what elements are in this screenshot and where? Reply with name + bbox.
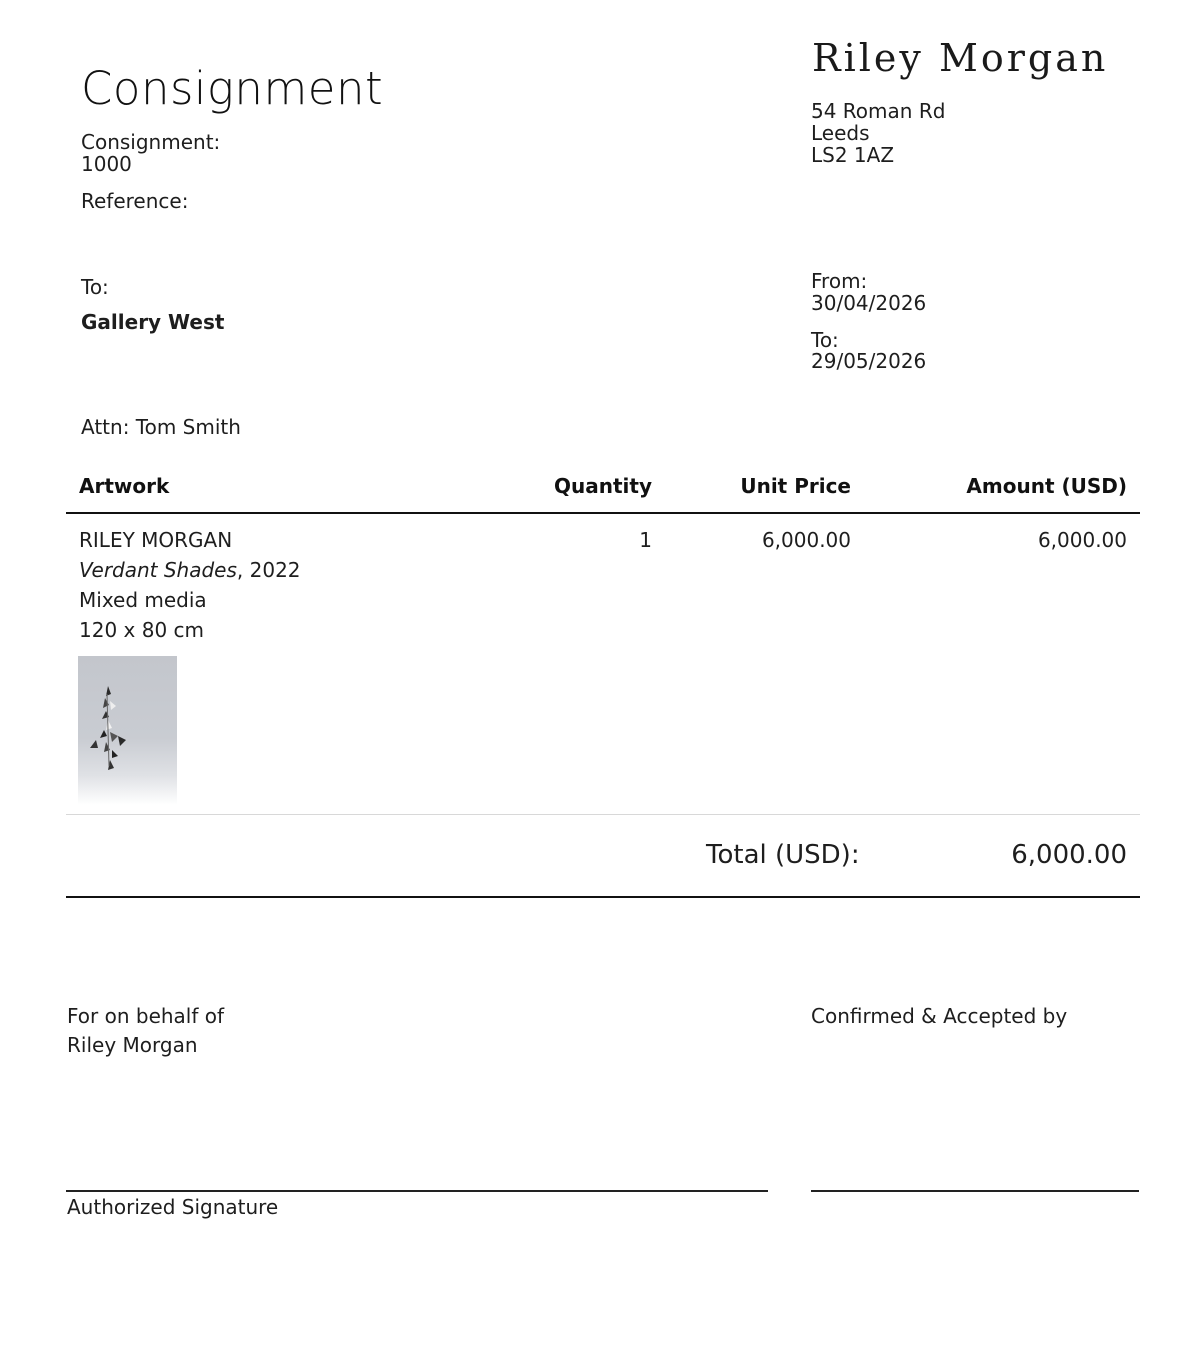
to-label: To: bbox=[81, 275, 109, 299]
table-row bbox=[79, 525, 499, 645]
artwork-title: Verdant Shades bbox=[79, 558, 237, 582]
recipient-name: Gallery West bbox=[81, 310, 225, 334]
from-date: 30/04/2026 bbox=[811, 291, 927, 315]
period-to-label: To: bbox=[811, 328, 839, 352]
brand-name: Riley Morgan bbox=[812, 36, 1109, 80]
table-header-rule bbox=[66, 512, 1140, 514]
artist-name: RILEY MORGAN bbox=[79, 528, 233, 552]
column-header-amount: Amount (USD) bbox=[966, 474, 1127, 498]
artwork-thumbnail bbox=[78, 656, 177, 805]
address-line-1: 54 Roman Rd bbox=[811, 99, 946, 123]
row-unit-price: 6,000.00 bbox=[761, 528, 851, 552]
artwork-image bbox=[78, 656, 177, 805]
signature-right-line-1: Confirmed & Accepted by bbox=[811, 1004, 1068, 1028]
signature-left-line-1: For on behalf of bbox=[67, 1004, 225, 1028]
signature-left-line-2: Riley Morgan bbox=[67, 1033, 198, 1057]
column-header-artwork: Artwork bbox=[79, 474, 170, 498]
to-date: 29/05/2026 bbox=[811, 349, 927, 373]
column-header-unit-price: Unit Price bbox=[740, 474, 851, 498]
signature-line-left bbox=[66, 1190, 768, 1192]
row-divider bbox=[66, 814, 1140, 815]
total-rule bbox=[66, 896, 1140, 898]
consignment-number: 1000 bbox=[81, 152, 132, 176]
artwork-dimensions: 120 x 80 cm bbox=[79, 618, 205, 642]
address-line-3: LS2 1AZ bbox=[811, 143, 895, 167]
document-title: Consignment bbox=[81, 62, 384, 115]
total-value: 6,000.00 bbox=[1011, 840, 1127, 870]
total-label: Total (USD): bbox=[706, 840, 860, 870]
row-amount: 6,000.00 bbox=[1037, 528, 1127, 552]
authorized-signature-caption: Authorized Signature bbox=[67, 1195, 279, 1219]
artwork-title-line bbox=[79, 555, 499, 585]
artwork-medium: Mixed media bbox=[79, 588, 207, 612]
signature-line-right bbox=[811, 1190, 1139, 1192]
artwork-year: , 2022 bbox=[236, 558, 301, 582]
attention-line: Attn: Tom Smith bbox=[81, 415, 241, 439]
consignment-label: Consignment: bbox=[81, 130, 221, 154]
reference-label: Reference: bbox=[81, 189, 189, 213]
column-header-quantity: Quantity bbox=[554, 474, 652, 498]
row-quantity: 1 bbox=[639, 528, 652, 552]
address-line-2: Leeds bbox=[811, 121, 870, 145]
from-label: From: bbox=[811, 269, 868, 293]
